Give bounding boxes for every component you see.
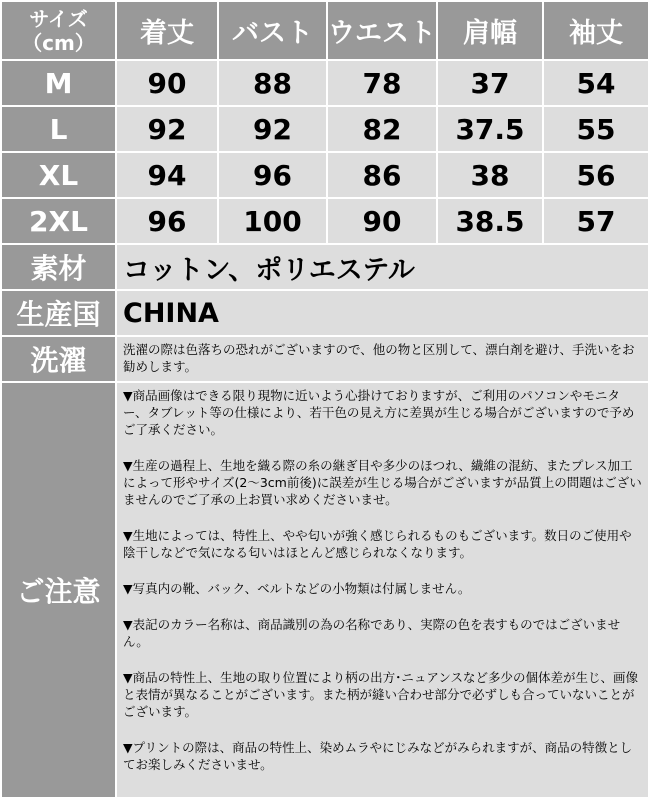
table-cell: 37.5 <box>438 107 542 151</box>
table-cell: 37 <box>438 61 542 105</box>
table-cell: 96 <box>219 153 326 197</box>
column-header-length: 着丈 <box>117 2 217 59</box>
table-cell: 94 <box>117 153 217 197</box>
table-cell: 90 <box>328 199 436 243</box>
material-value: コットン、ポリエステル <box>117 245 648 289</box>
table-cell: 56 <box>544 153 648 197</box>
washing-text: 洗濯の際は色落ちの恐れがございますので、他の物と区別して、漂白剤を避け、手洗いをお勧めします。 <box>117 337 648 381</box>
table-cell: 38.5 <box>438 199 542 243</box>
table-row <box>2 61 648 105</box>
table-cell: 82 <box>328 107 436 151</box>
header-row <box>2 2 648 59</box>
caution-note: ▼写真内の靴、バック、ベルトなどの小物類は付属しません。 <box>123 581 471 596</box>
washing-label: 洗濯 <box>2 337 115 381</box>
column-header-sleeve: 袖丈 <box>544 2 648 59</box>
column-header-waist: ウエスト <box>328 2 436 59</box>
size-label: 2XL <box>2 199 115 243</box>
size-label: M <box>2 61 115 105</box>
table-cell: 38 <box>438 153 542 197</box>
material-row <box>2 245 648 289</box>
table-cell: 86 <box>328 153 436 197</box>
table-row <box>2 153 648 197</box>
caution-row <box>2 383 648 797</box>
washing-row <box>2 337 648 381</box>
table-cell: 92 <box>219 107 326 151</box>
table-row <box>2 199 648 243</box>
table-cell: 57 <box>544 199 648 243</box>
table-cell: 55 <box>544 107 648 151</box>
material-label: 素材 <box>2 245 115 289</box>
caution-note: ▼商品画像はできる限り現物に近いよう心掛けておりますが、ご利用のパソコンやモニター、タブレット等の仕様により、若干色の見え方に差異が生じる場合がございますので予めご了承ください。 <box>123 388 635 437</box>
table-cell: 78 <box>328 61 436 105</box>
origin-value: CHINA <box>117 291 648 335</box>
size-header-label: サイズ <box>29 6 88 31</box>
origin-label: 生産国 <box>2 291 115 335</box>
table-cell: 96 <box>117 199 217 243</box>
column-header-shoulder: 肩幅 <box>438 2 542 59</box>
caution-note: ▼生産の過程上、生地を織る際の糸の継ぎ目や多少のほつれ、繊維の混紡、またプレス加工によって形やサイズ(2〜3cm前後)に誤差が生じる場合がございますが品質上の問題はございませんのでご了承の上お買い求めくださいませ。 <box>123 458 642 507</box>
caution-note: ▼生地によっては、特性上、やや匂いが強く感じられるものもございます。数日のご使用や陰干しなどで気になる匂いはほとんど感じられなくなります。 <box>123 528 632 560</box>
caution-label: ご注意 <box>2 383 115 797</box>
table-cell: 90 <box>117 61 217 105</box>
origin-row <box>2 291 648 335</box>
size-label: L <box>2 107 115 151</box>
table-cell: 88 <box>219 61 326 105</box>
caution-note: ▼商品の特性上、生地の取り位置により柄の出方･ニュアンスなど多少の個体差が生じ、画像と表情が異なることがございます。また柄が縫い合わせ部分で必ずしも合っていないことがございます。 <box>123 670 638 719</box>
table-cell: 92 <box>117 107 217 151</box>
caution-note: ▼プリントの際は、商品の特性上、染めムラやにじみなどがみられますが、商品の特徴としてお楽しみくださいませ。 <box>123 740 633 772</box>
table-cell: 100 <box>219 199 326 243</box>
size-unit-header <box>2 2 115 59</box>
column-header-bust: バスト <box>219 2 326 59</box>
caution-note: ▼表記のカラー名称は、商品識別の為の名称であり、実際の色を表すものではございません。 <box>123 617 621 649</box>
table-row <box>2 107 648 151</box>
size-label: XL <box>2 153 115 197</box>
caution-notes <box>117 383 648 797</box>
unit-header-label: （cm） <box>22 30 95 55</box>
table-cell: 54 <box>544 61 648 105</box>
